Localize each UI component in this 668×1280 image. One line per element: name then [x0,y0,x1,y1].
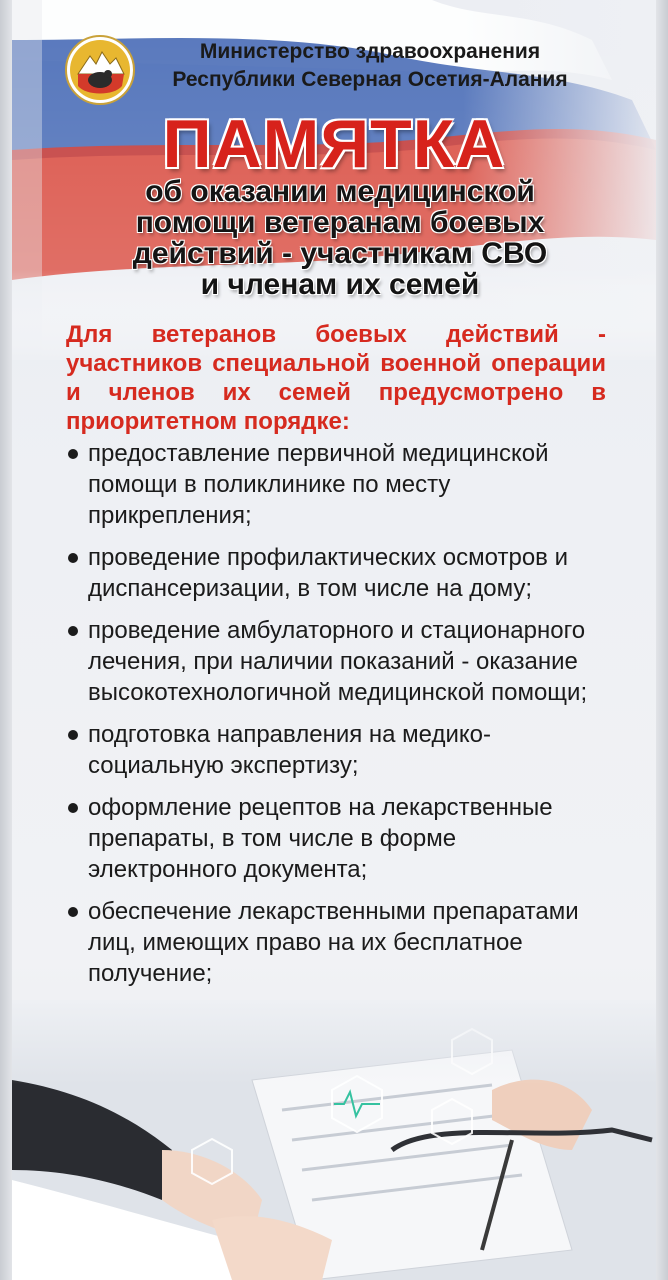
ministry-line-2: Республики Северная Осетия-Алания [172,68,568,91]
subtitle-line: об оказании медицинской [145,175,535,208]
coat-of-arms-icon [64,34,136,106]
list-item: предоставление первичной медицинской помощи в поликлинике по месту прикрепления; [66,438,606,531]
ministry-name [150,38,590,94]
page-title: ПАМЯТКА [162,106,506,182]
list-item: подготовка направления на медико-социальную экспертизу; [66,719,606,781]
list-item: проведение профилактических осмотров и диспансеризации, в том числе на дому; [66,542,606,604]
list-item: обеспечение лекарственными препаратами лиц, имеющих право на их бесплатное получение; [66,896,606,989]
frame-left [0,0,12,1280]
list-item: проведение амбулаторного и стационарного лечения, при наличии показаний - оказание высокотехнологичной медицинской помощи; [66,615,606,708]
intro-paragraph: Для ветеранов боевых действий - участников специальной военной операции и членов их семей предусмотрено в приоритетном порядке: [66,321,606,435]
services-list [66,438,606,1000]
doctor-blood-pressure-illustration [12,1000,656,1280]
frame-right [656,0,668,1280]
subtitle-line: и членам их семей [200,268,480,301]
list-item: оформление рецептов на лекарственные препараты, в том числе в форме электронного документа; [66,792,606,885]
subtitle-line: помощи ветеранам боевых [135,206,545,239]
subtitle-line: действий - участникам СВО [132,237,548,270]
ministry-line-1: Министерство здравоохранения [199,40,541,63]
subtitle [60,176,620,300]
